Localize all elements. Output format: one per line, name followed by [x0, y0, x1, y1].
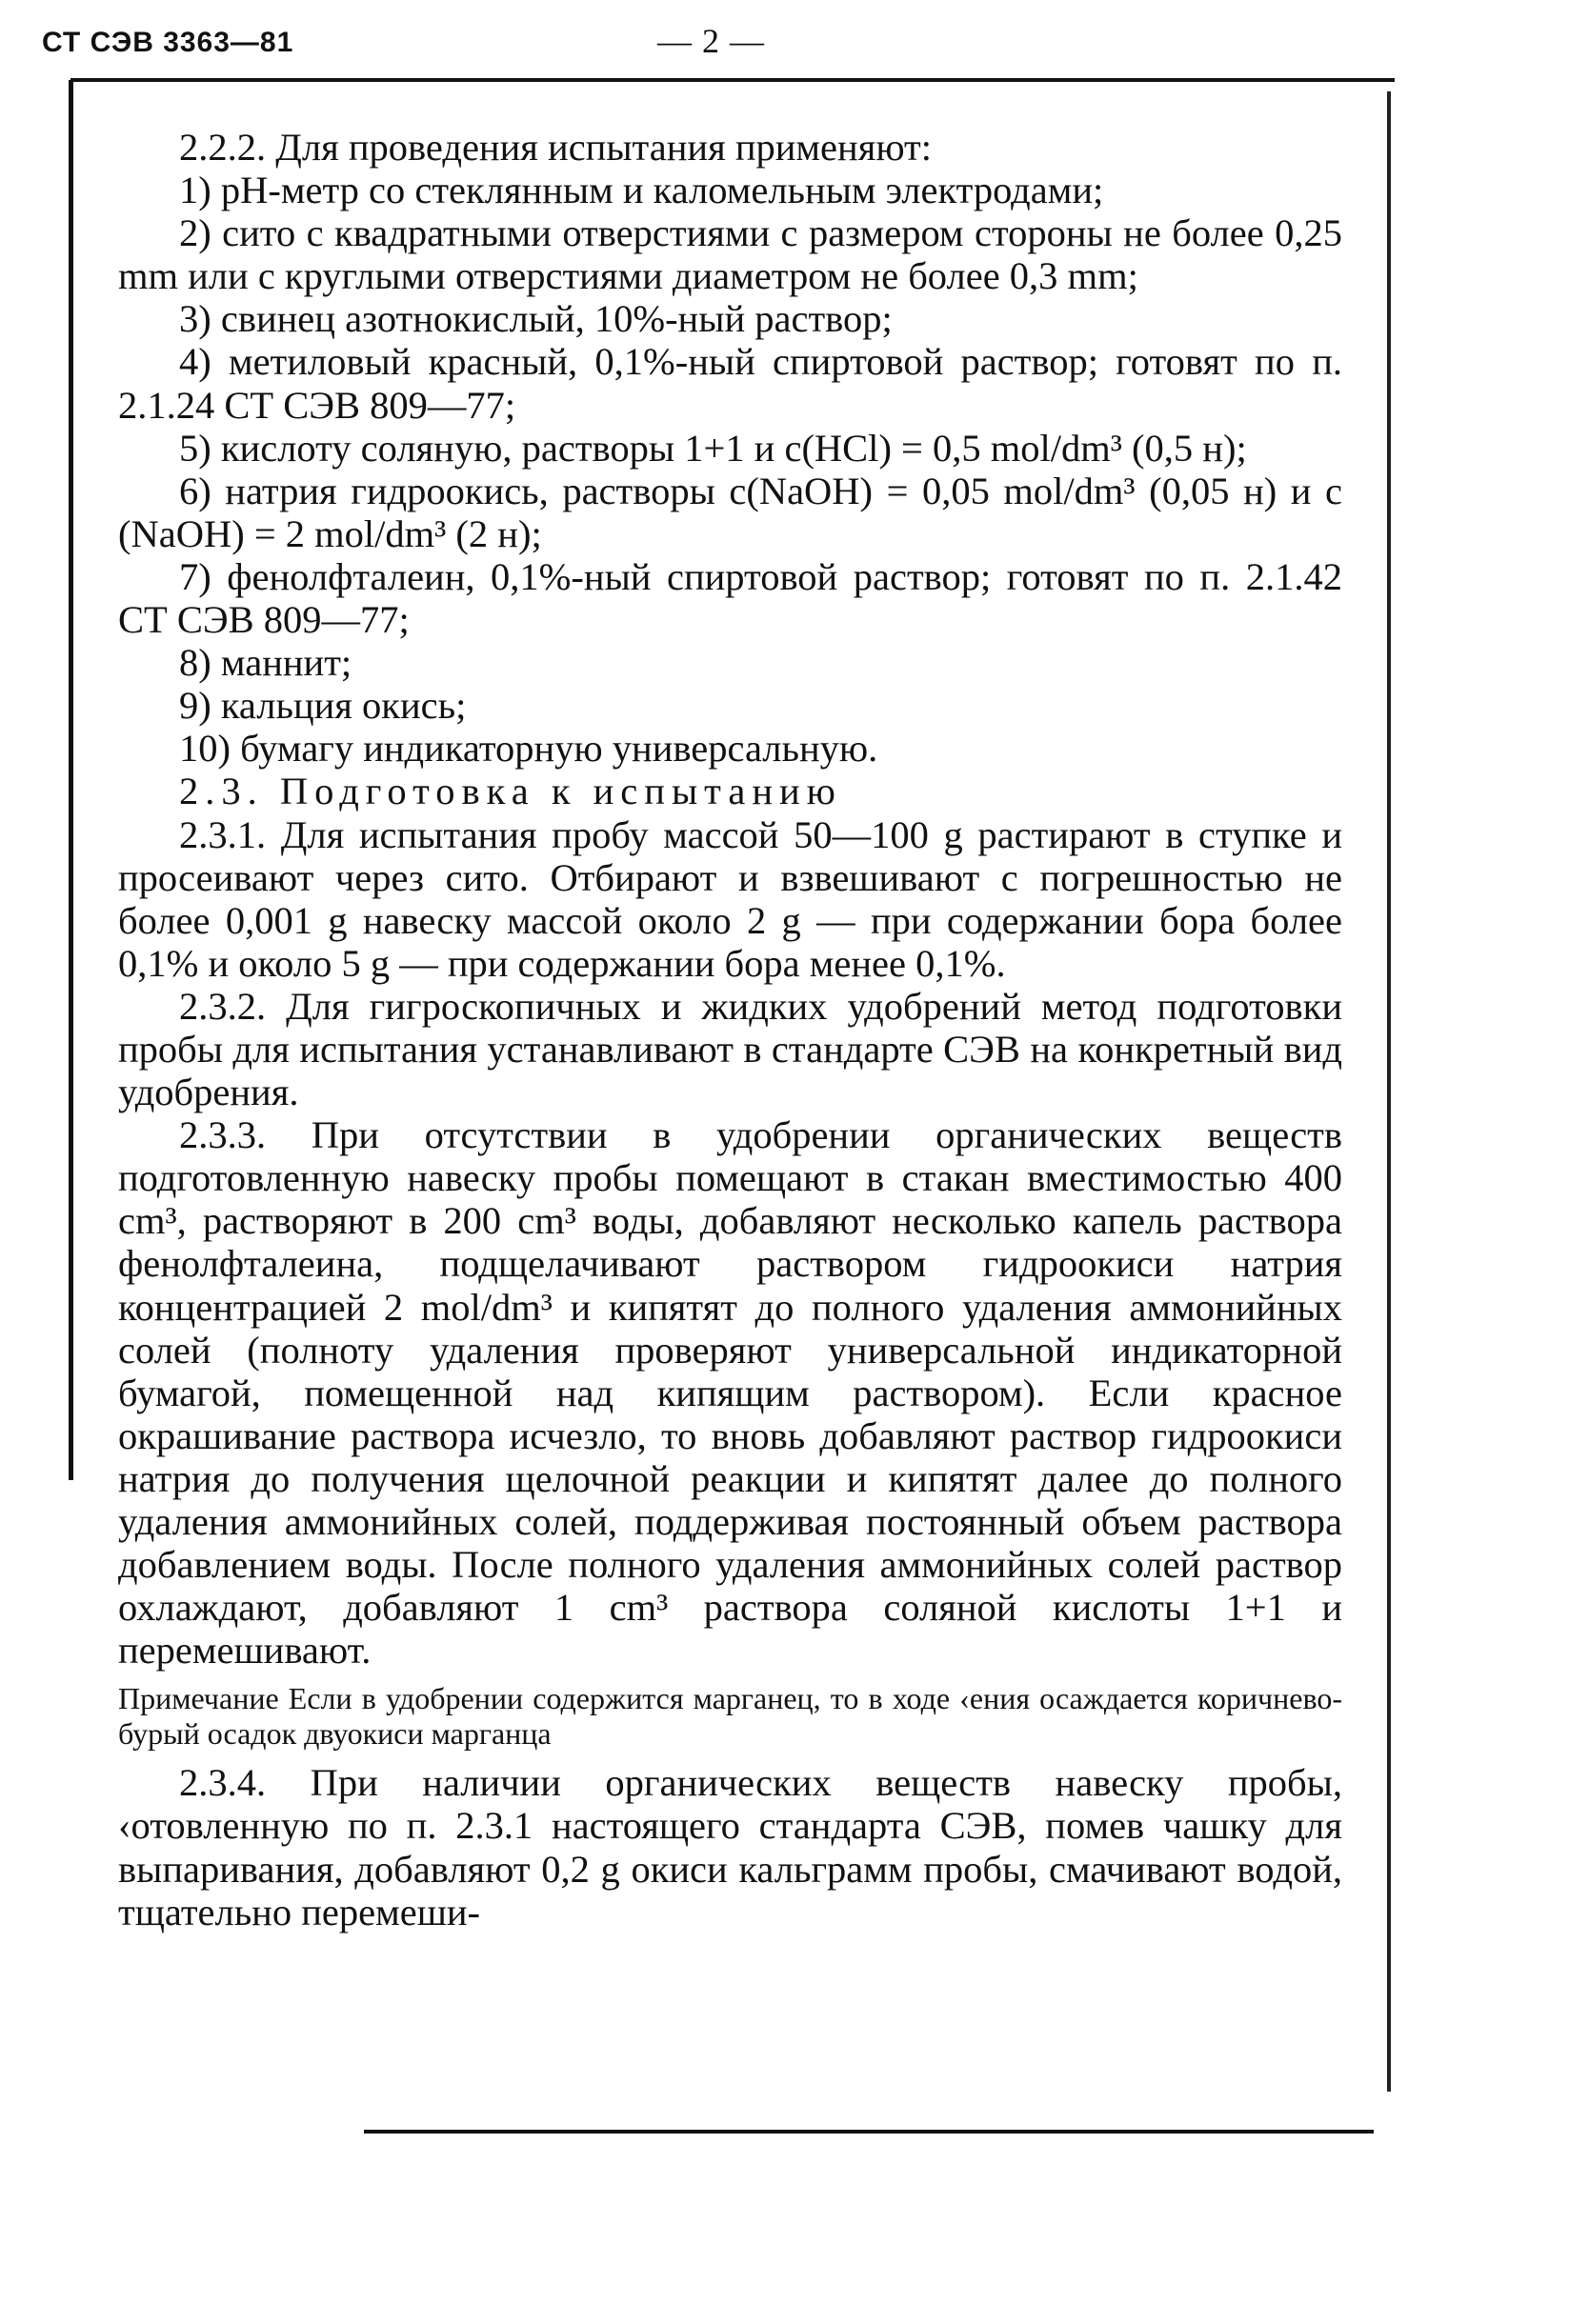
section-heading-2-3: 2.3. Подготовка к испытанию	[179, 770, 842, 813]
paragraph-2-3-4: 2.3.4. При наличии органических веществ навеску пробы, ‹отовленную по п. 2.3.1 настоящего стандарта СЭВ, помев чашку для выпаривания, добавляют 0,2 g окиси кальграмм пробы, смачивают водой, тщательно перемеши-	[118, 1761, 1342, 1933]
top-border	[70, 78, 1395, 82]
list-item-5: 5) кислоту соляную, растворы 1+1 и c(HCl) = 0,5 mol/dm³ (0,5 н);	[179, 426, 1247, 470]
list-item-1: 1) рН-метр со стеклянным и каломельным электродами;	[179, 169, 1104, 212]
list-item-9: 9) кальция окись;	[179, 684, 467, 728]
paragraph-2-3-1: 2.3.1. Для испытания пробу массой 50—100 g растирают в ступке и просеивают через сито. Отбирают и взвешивают с погрешностью не более 0,001 g навеску массой около 2 g — при содержании бора более 0,1% и около 5 g — при содержании бора менее 0,1%.	[118, 812, 1342, 985]
paragraph-2-3-3: 2.3.3. При отсутствии в удобрении органических веществ подготовленную навеску пробы помещают в стакан вместимостью 400 cm³, растворяют в 200 cm³ воды, добавляют несколько капель раствора фенолфталеина, подщелачивают раствором гидроокиси натрия концентрацией 2 mol/dm³ и кипятят до полного удаления аммонийных солей (полноту удаления проверяют универсальной индикаторной бумагой, помещенной над кипящим раствором). Если красное окрашивание раствора исчезло, то вновь добавляют раствор гидроокиси натрия до получения щелочной реакции и кипятят далее до полного удаления аммонийных солей, поддерживая постоянный объем раствора добавлением воды. После полного удаления аммонийных солей раствор охлаждают, добавляют 1 cm³ раствора соляной кислоты 1+1 и перемешивают.	[118, 1113, 1342, 1673]
note: Примечание Если в удобрении содержится марганец, то в ходе ‹ения осаждается коричнево-бурый осадок двуокиси марганца	[118, 1681, 1342, 1752]
paragraph-2-3-2: 2.3.2. Для гигроскопичных и жидких удобрений метод подготовки пробы для испытания устанавливают в стандарте СЭВ на конкретный вид удобрения.	[118, 984, 1342, 1114]
bottom-border	[364, 2130, 1374, 2134]
list-item-4: 4) метиловый красный, 0,1%-ный спиртовой раствор; готовят по п. 2.1.24 СТ СЭВ 809—77;	[118, 340, 1342, 427]
list-item-10: 10) бумагу индикаторную универсальную.	[179, 727, 878, 771]
paragraph-2-2-2: 2.2.2. Для проведения испытания применяют:	[179, 126, 933, 169]
page-number: — 2 —	[657, 22, 765, 60]
list-item-7: 7) фенолфталеин, 0,1%-ный спиртовой раствор; готовят по п. 2.1.42 СТ СЭВ 809—77;	[118, 554, 1342, 642]
left-border	[69, 80, 73, 1480]
list-item-3: 3) свинец азотнокислый, 10%-ный раствор;	[179, 297, 893, 341]
document-body	[118, 126, 1342, 1933]
list-item-2: 2) сито с квадратными отверстиями с размером стороны не более 0,25 mm или с круглыми отверстиями диаметром не более 0,3 mm;	[118, 211, 1342, 298]
list-item-8: 8) маннит;	[179, 641, 352, 685]
right-border	[1387, 91, 1391, 2092]
list-item-6: 6) натрия гидроокись, растворы c(NaOH) = 0,05 mol/dm³ (0,05 н) и c (NaOH) = 2 mol/dm³ (2 н);	[118, 469, 1342, 555]
standard-designation: СТ СЭВ 3363—81	[42, 27, 294, 58]
